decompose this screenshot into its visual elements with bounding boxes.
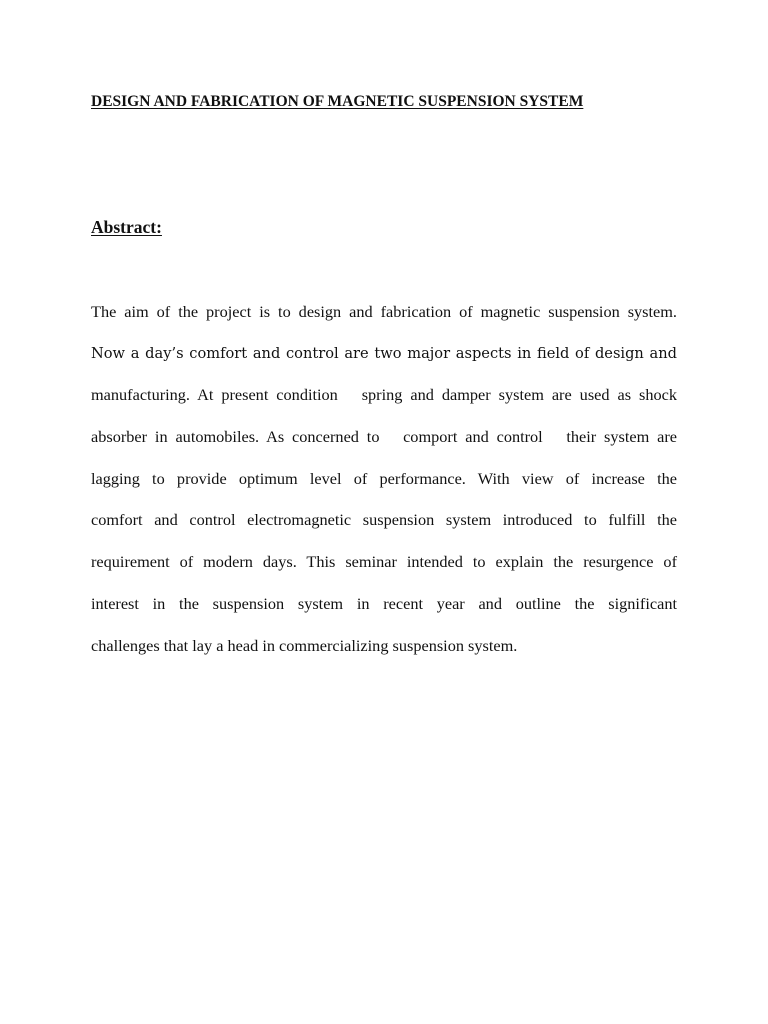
abstract-line: requirement of modern days. This seminar intended to explain the resurgence of xyxy=(91,552,677,572)
document-title: DESIGN AND FABRICATION OF MAGNETIC SUSPENSION SYSTEM xyxy=(91,93,584,110)
abstract-line: The aim of the project is to design and fabrication of magnetic suspension system. xyxy=(91,302,677,321)
abstract-heading: Abstract: xyxy=(91,217,162,237)
abstract-line: manufacturing. At present condition spring and damper system are used as shock xyxy=(91,385,677,405)
abstract-line: lagging to provide optimum level of performance. With view of increase the xyxy=(91,468,677,488)
abstract-body xyxy=(91,301,677,676)
abstract-line: absorber in automobiles. As concerned to comport and control their system are xyxy=(91,427,677,447)
abstract-line: comfort and control electromagnetic suspension system introduced to fulfill the xyxy=(91,510,677,530)
abstract-line: interest in the suspension system in recent year and outline the significant xyxy=(91,593,677,613)
abstract-line: challenges that lay a head in commercializing suspension system. xyxy=(91,635,518,655)
abstract-line: Now a day’s comfort and control are two major aspects in field of design and xyxy=(91,344,677,362)
